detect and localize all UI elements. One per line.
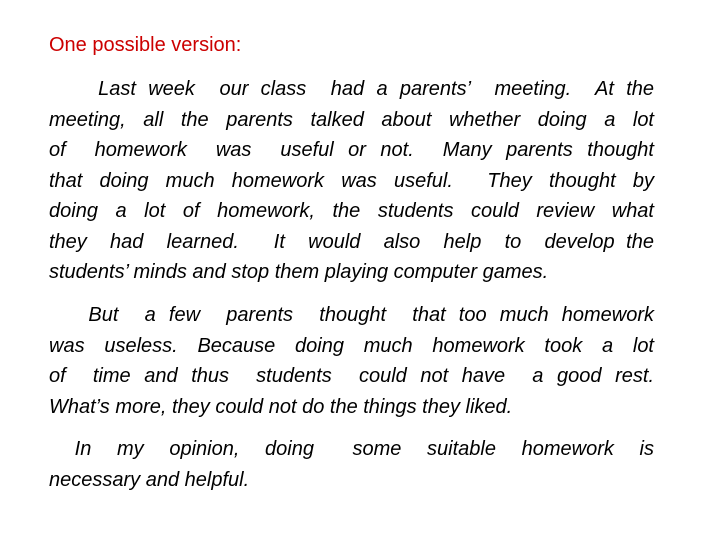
paragraph-line: of time and thus students could not have a good rest. bbox=[49, 365, 654, 387]
paragraph-line: that doing much homework was useful. They thought by bbox=[49, 169, 654, 192]
paragraph-line: In my opinion, doing some suitable homework is bbox=[49, 438, 654, 460]
paragraph-line: was useless. Because doing much homework took a lot bbox=[49, 334, 654, 357]
paragraph-2 bbox=[49, 300, 654, 422]
paragraph-line: students’ minds and stop them playing computer games. bbox=[49, 261, 549, 283]
paragraph-line: doing a lot of homework, the students could review what bbox=[49, 200, 654, 222]
paragraph-1 bbox=[49, 74, 654, 288]
paragraph-line: Last week our class had a parents’ meeting. At the bbox=[49, 78, 654, 100]
paragraph-line: What’s more, they could not do the things they liked. bbox=[49, 395, 513, 418]
paragraph-line: of homework was useful or not. Many parents thought bbox=[49, 139, 654, 161]
paragraph-line: they had learned. It would also help to develop the bbox=[49, 230, 654, 253]
paragraph-line: necessary and helpful. bbox=[49, 468, 250, 491]
paragraph-line: meeting, all the parents talked about whether doing a lot bbox=[49, 108, 654, 131]
paragraph-line: But a few parents thought that too much homework bbox=[49, 304, 654, 326]
paragraph-3 bbox=[49, 434, 654, 495]
heading: One possible version: bbox=[49, 34, 242, 56]
